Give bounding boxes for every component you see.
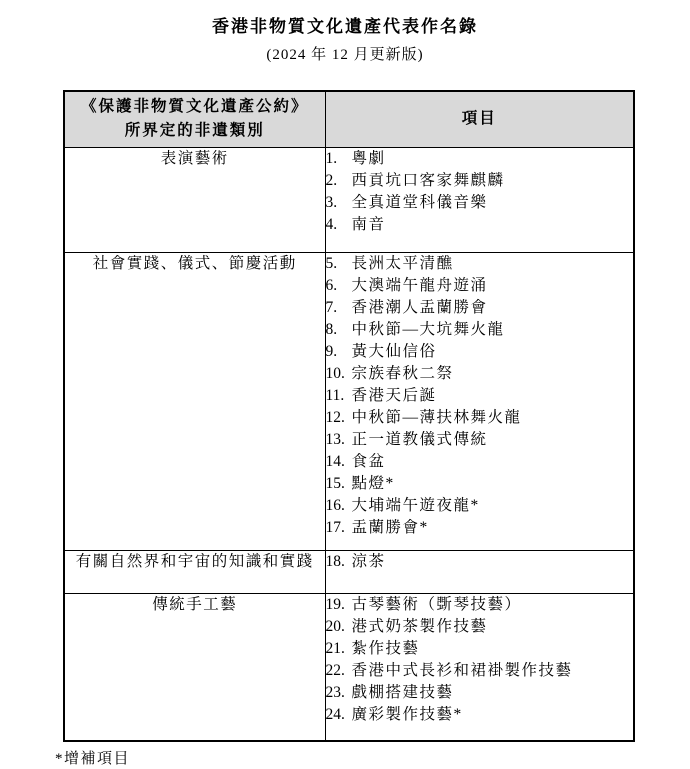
list-item xyxy=(326,704,634,726)
item-text: 黃大仙信俗 xyxy=(351,342,437,360)
item-number: 3. xyxy=(325,193,338,211)
items-cell xyxy=(325,252,634,550)
items-cell xyxy=(325,550,634,593)
footnote: *增補項目 xyxy=(55,751,131,767)
item-number: 12. xyxy=(325,408,345,426)
item-text: 盂蘭勝會* xyxy=(351,518,429,536)
category-cell: 表演藝術 xyxy=(64,147,325,252)
item-number: 4. xyxy=(325,215,338,233)
category-cell: 社會實踐、儀式、節慶活動 xyxy=(64,252,325,550)
list-item xyxy=(326,495,634,517)
item-number: 13. xyxy=(325,430,345,448)
list-item xyxy=(326,297,634,319)
item-text: 西貢坑口客家舞麒麟 xyxy=(351,171,505,189)
item-text: 戲棚搭建技藝 xyxy=(351,683,454,701)
item-number: 20. xyxy=(325,617,345,635)
heritage-table-header xyxy=(64,91,634,147)
header-row xyxy=(64,91,634,147)
item-text: 香港中式長衫和裙褂製作技藝 xyxy=(351,661,573,679)
list-item xyxy=(326,341,634,363)
item-number: 7. xyxy=(325,298,338,316)
item-text: 宗族春秋二祭 xyxy=(351,364,454,382)
list-item xyxy=(326,253,634,275)
list-item xyxy=(326,363,634,385)
list-item xyxy=(326,473,634,495)
item-number: 22. xyxy=(325,661,345,679)
list-item xyxy=(326,660,634,682)
list-item xyxy=(326,192,634,214)
heritage-table-body xyxy=(64,147,634,741)
category-cell: 有關自然界和宇宙的知識和實踐 xyxy=(64,550,325,593)
column-header-category xyxy=(64,91,325,147)
item-text: 香港天后誕 xyxy=(351,386,437,404)
item-text: 古琴藝術（斲琴技藝） xyxy=(351,595,522,613)
item-text: 食盆 xyxy=(351,452,386,470)
item-text: 中秋節—大坑舞火龍 xyxy=(351,320,505,338)
column-header-category-line1: 《保護非物質文化遺產公約》 xyxy=(80,98,309,116)
column-header-category-line2: 所界定的非遺類別 xyxy=(124,122,265,140)
item-number: 1. xyxy=(325,149,338,167)
item-number: 6. xyxy=(325,276,338,294)
item-text: 大澳端午龍舟遊涌 xyxy=(351,276,488,294)
item-text: 點燈* xyxy=(351,474,395,492)
table-row xyxy=(64,550,634,593)
item-text: 香港潮人盂蘭勝會 xyxy=(351,298,488,316)
list-item xyxy=(326,275,634,297)
item-number: 18. xyxy=(325,552,345,570)
item-number: 14. xyxy=(325,452,345,470)
item-text: 南音 xyxy=(351,215,386,233)
item-number: 2. xyxy=(325,171,338,189)
page-subtitle: (2024 年 12 月更新版) xyxy=(266,47,424,63)
item-text: 正一道教儀式傳統 xyxy=(351,430,488,448)
list-item xyxy=(326,319,634,341)
list-item xyxy=(326,407,634,429)
category-cell: 傳統手工藝 xyxy=(64,593,325,741)
list-item xyxy=(326,638,634,660)
item-text: 涼茶 xyxy=(351,552,386,570)
item-number: 10. xyxy=(325,364,345,382)
item-text: 長洲太平清醮 xyxy=(351,254,454,272)
item-number: 21. xyxy=(325,639,345,657)
list-item xyxy=(326,385,634,407)
item-number: 9. xyxy=(325,342,338,360)
item-number: 19. xyxy=(325,595,345,613)
item-text: 廣彩製作技藝* xyxy=(351,705,463,723)
list-item xyxy=(326,616,634,638)
item-text: 大埔端午遊夜龍* xyxy=(351,496,480,514)
table-row xyxy=(64,252,634,550)
table-row xyxy=(64,147,634,252)
column-header-items: 項目 xyxy=(325,91,634,147)
item-text: 紮作技藝 xyxy=(351,639,420,657)
list-item xyxy=(326,682,634,704)
item-text: 中秋節—薄扶林舞火龍 xyxy=(351,408,522,426)
list-item xyxy=(326,451,634,473)
item-number: 15. xyxy=(325,474,345,492)
page-title: 香港非物質文化遺產代表作名錄 xyxy=(212,17,478,36)
item-number: 5. xyxy=(325,254,338,272)
item-text: 粵劇 xyxy=(351,149,386,167)
item-number: 24. xyxy=(325,705,345,723)
items-cell xyxy=(325,147,634,252)
list-item xyxy=(326,214,634,236)
table-row xyxy=(64,593,634,741)
item-number: 17. xyxy=(325,518,345,536)
item-number: 11. xyxy=(325,386,345,404)
item-text: 港式奶茶製作技藝 xyxy=(351,617,488,635)
list-item xyxy=(326,594,634,616)
item-number: 23. xyxy=(325,683,345,701)
item-number: 8. xyxy=(325,320,338,338)
list-item xyxy=(326,429,634,451)
heritage-table xyxy=(63,90,635,742)
list-item xyxy=(326,148,634,170)
item-text: 全真道堂科儀音樂 xyxy=(351,193,488,211)
items-cell xyxy=(325,593,634,741)
item-number: 16. xyxy=(325,496,345,514)
list-item xyxy=(326,551,634,573)
list-item xyxy=(326,517,634,539)
list-item xyxy=(326,170,634,192)
